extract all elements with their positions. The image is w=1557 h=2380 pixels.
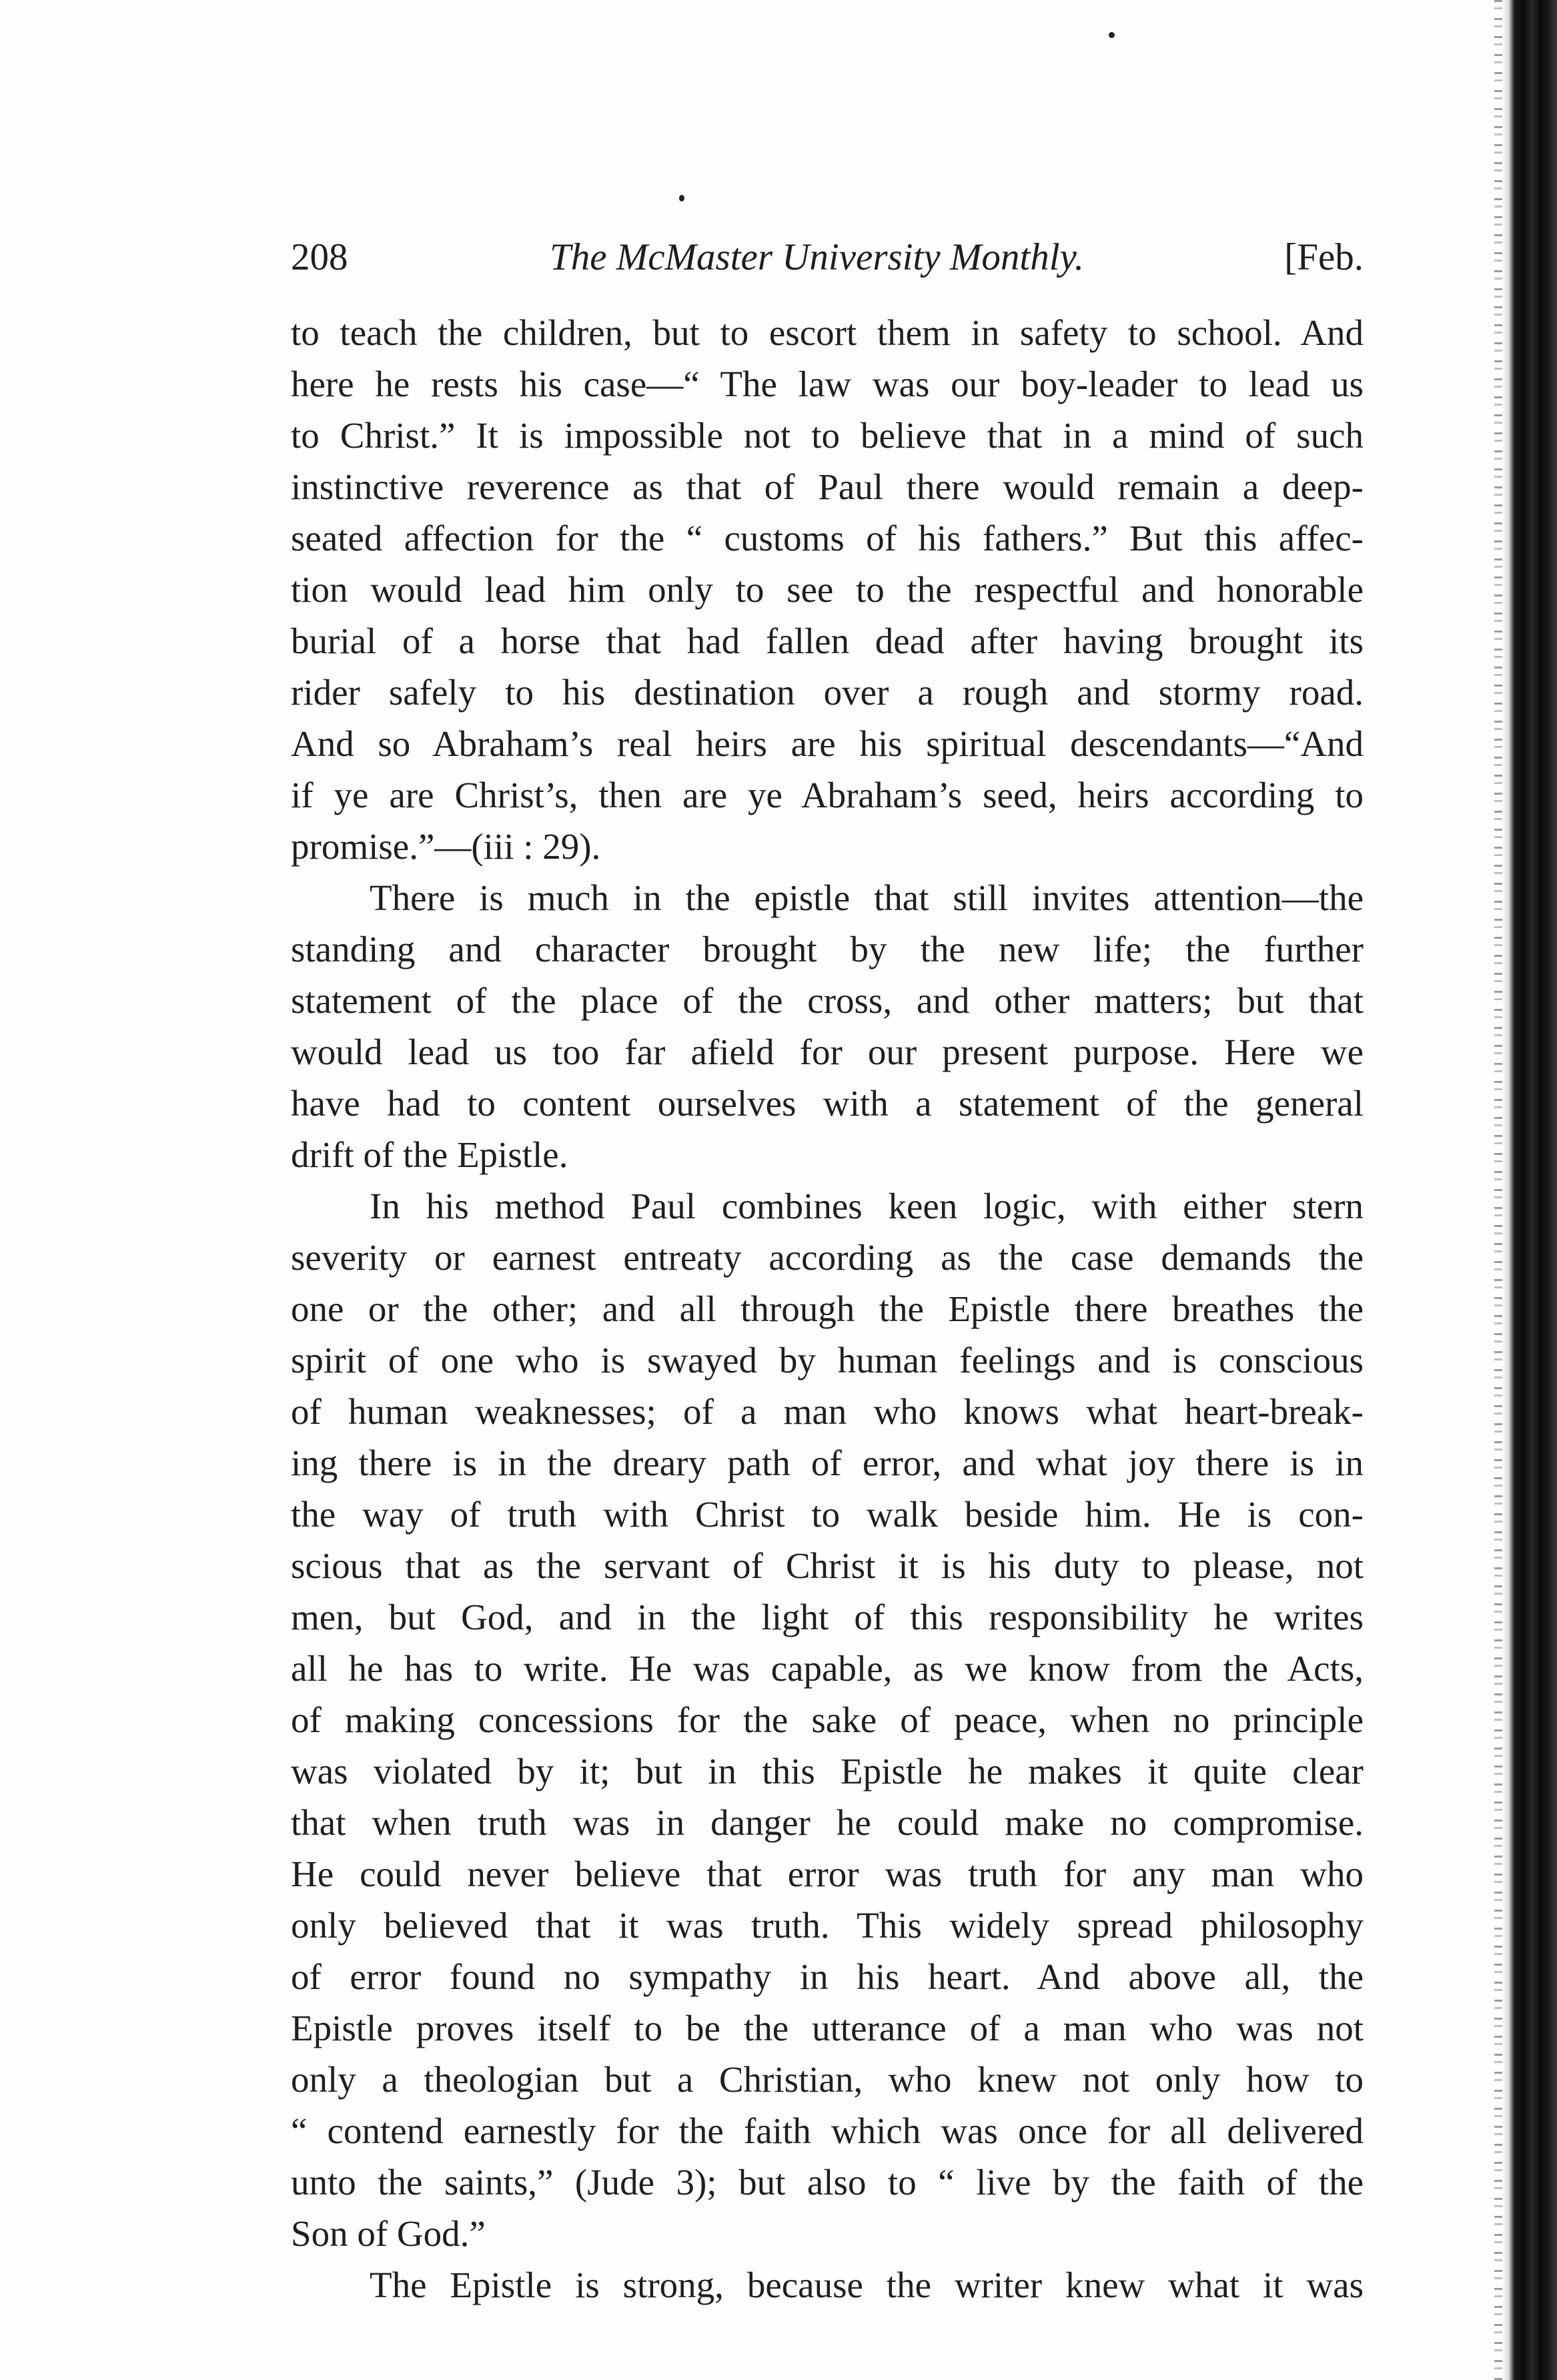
text-line: scious that as the servant of Christ it is his duty to please, not: [291, 1545, 1364, 1586]
text-line: tion would lead him only to see to the respectful and honorable: [291, 569, 1364, 610]
text-line: spirit of one who is swayed by human feelings and is conscious: [291, 1340, 1364, 1380]
text-line: ing there is in the dreary path of error, and what joy there is in: [291, 1443, 1364, 1483]
issue-month: [Feb.: [1284, 236, 1364, 278]
text-line: unto the saints,” (Jude 3); but also to “ live by the faith of the: [291, 2162, 1364, 2203]
text-line: He could never believe that error was truth for any man who: [291, 1854, 1364, 1894]
running-title: The McMaster University Monthly.: [550, 236, 1085, 278]
text-line: of making concessions for the sake of peace, when no principle: [291, 1699, 1364, 1740]
text-line: In his method Paul combines keen logic, with either stern: [370, 1186, 1364, 1226]
ink-speck: [679, 195, 684, 202]
text-line: one or the other; and all through the Epistle there breathes the: [291, 1288, 1364, 1329]
text-line: here he rests his case—“ The law was our boy-leader to lead us: [291, 364, 1364, 404]
text-line: of error found no sympathy in his heart. And above all, the: [291, 1956, 1364, 1997]
text-line: There is much in the epistle that still invites attention—the: [370, 877, 1364, 918]
text-line: standing and character brought by the new life; the further: [291, 929, 1364, 969]
text-line: promise.”—(iii : 29).: [291, 826, 601, 867]
text-line: Epistle proves itself to be the utterance of a man who was not: [291, 2008, 1364, 2048]
text-line: men, but God, and in the light of this responsibility he writes: [291, 1597, 1364, 1637]
text-line: Son of God.”: [291, 2213, 486, 2254]
text-line: of human weaknesses; of a man who knows what heart-break-: [291, 1391, 1364, 1432]
text-line: would lead us too far afield for our present purpose. Here we: [291, 1032, 1364, 1072]
text-line: only a theologian but a Christian, who knew not only how to: [291, 2059, 1364, 2100]
text-line: burial of a horse that had fallen dead after having brought its: [291, 621, 1364, 661]
text-line: that when truth was in danger he could make no compromise.: [291, 1802, 1364, 1843]
text-line: The Epistle is strong, because the writer knew what it was: [370, 2265, 1364, 2305]
text-line: have had to content ourselves with a statement of the general: [291, 1083, 1364, 1124]
text-line: And so Abraham’s real heirs are his spiritual descendants—“And: [291, 723, 1364, 764]
text-line: if ye are Christ’s, then are ye Abraham’s seed, heirs according to: [291, 775, 1364, 815]
text-line: “ contend earnestly for the faith which was once for all delivered: [291, 2110, 1364, 2151]
text-line: was violated by it; but in this Epistle he makes it quite clear: [291, 1751, 1364, 1792]
text-line: rider safely to his destination over a rough and stormy road.: [291, 672, 1364, 713]
text-line: seated affection for the “ customs of his fathers.” But this affec-: [291, 518, 1364, 558]
text-line: statement of the place of the cross, and other matters; but that: [291, 980, 1364, 1021]
text-line: severity or earnest entreaty according as the case demands the: [291, 1237, 1364, 1278]
text-line: the way of truth with Christ to walk beside him. He is con-: [291, 1494, 1364, 1535]
text-line: to Christ.” It is impossible not to believe that in a mind of such: [291, 415, 1364, 456]
ink-speck: [1109, 32, 1115, 38]
text-line: only believed that it was truth. This widely spread philosophy: [291, 1905, 1364, 1946]
text-line: all he has to write. He was capable, as we know from the Acts,: [291, 1648, 1364, 1689]
text-line: to teach the children, but to escort them in safety to school. And: [291, 312, 1364, 353]
page-number: 208: [291, 236, 348, 278]
text-line: instinctive reverence as that of Paul there would remain a deep-: [291, 466, 1364, 507]
text-line: drift of the Epistle.: [291, 1134, 568, 1175]
page-header: [291, 231, 1364, 284]
article-body: [291, 307, 1364, 2311]
page-binding-edge: [1502, 0, 1557, 2380]
